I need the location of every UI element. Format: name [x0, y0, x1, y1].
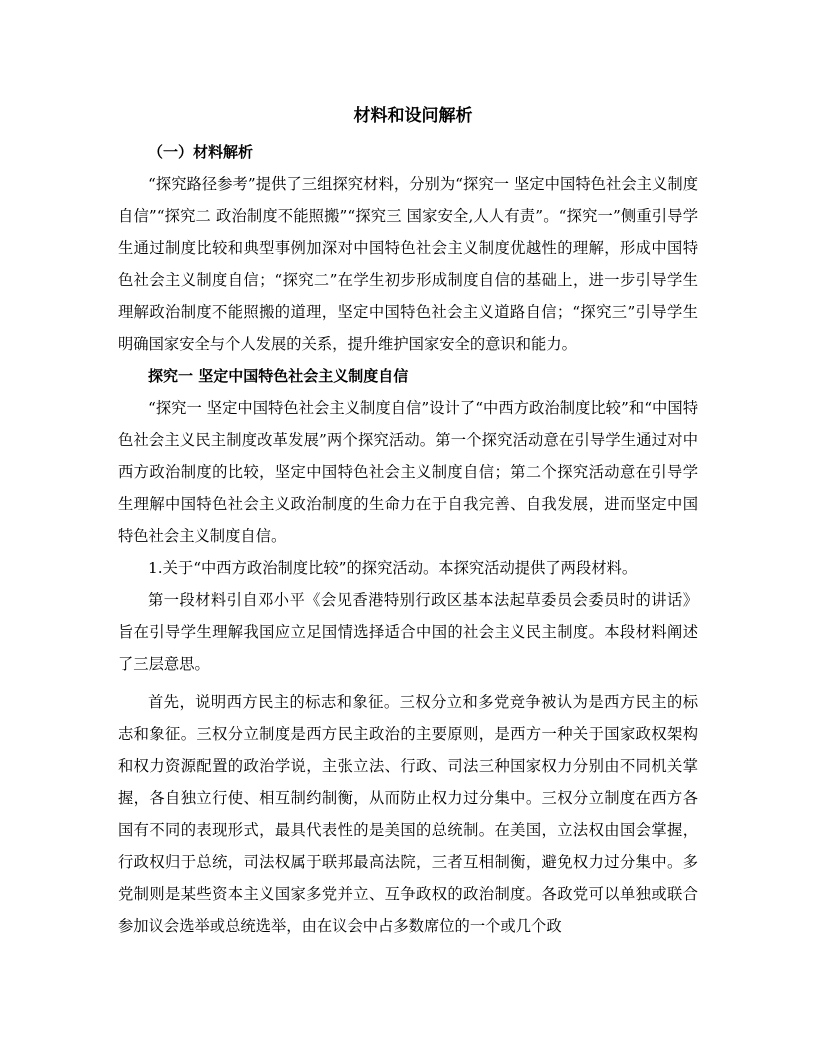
document-body	[118, 102, 698, 942]
section-heading-inquiry-one: 探究一 坚定中国特色社会主义制度自信	[148, 367, 409, 385]
paragraph-inquiry-one-design: “探究一 坚定中国特色社会主义制度自信”设计了“中西方政治制度比较”和“中国特色社会主义民主制度改革发展”两个探究活动。第一个探究活动意在引导学生通过对中西方政治制度的比较，坚定中国特色社会主义制度自信；第二个探究活动意在引导学生理解中国特色社会主义政治制度的生命力在于自我完善、自我发展，进而坚定中国特色社会主义制度自信。	[118, 399, 698, 545]
paragraph-activity-one: 1.关于“中西方政治制度比较”的探究活动。本探究活动提供了两段材料。	[148, 559, 638, 577]
paragraph-first-material: 第一段材料引自邓小平《会见香港特别行政区基本法起草委员会委员时的讲话》旨在引导学生理解我国应立足国情选择适合中国的社会主义民主制度。本段材料阐述了三层意思。	[118, 591, 698, 673]
paragraph-overview: “探究路径参考”提供了三组探究材料，分别为“探究一 坚定中国特色社会主义制度自信”“探究二 政治制度不能照搬”“探究三 国家安全,人人有责”。“探究一”侧重引导学生通过制度比较和典型事例加深对中国特色社会主义制度优越性的理解，形成中国特色社会主义制度自信；“探究二”在学生初步形成制度自信的基础上，进一步引导学生理解政治制度不能照搬的道理，坚定中国特色社会主义道路自信；“探究三”引导学生明确国家安全与个人发展的关系，提升维护国家安全的意识和能力。	[118, 175, 698, 353]
page-title: 材料和设问解析	[353, 106, 473, 126]
section-heading-material-analysis: （一）材料解析	[148, 143, 254, 161]
paragraph-western-democracy: 首先，说明西方民主的标志和象征。三权分立和多党竞争被认为是西方民主的标志和象征。三权分立制度是西方民主政治的主要原则，是西方一种关于国家政权架构和权力资源配置的政治学说，主张立法、行政、司法三种国家权力分别由不同机关掌握，各自独立行使、相互制约制衡，从而防止权力过分集中。三权分立制度在西方各国有不同的表现形式，最具代表性的是美国的总统制。在美国，立法权由国会掌握，行政权归于总统，司法权属于联邦最高法院，三者互相制衡，避免权力过分集中。多党制则是某些资本主义国家多党并立、互争政权的政治制度。各政党可以单独或联合参加议会选举或总统选举，由在议会中占多数席位的一个或几个政	[118, 693, 698, 935]
